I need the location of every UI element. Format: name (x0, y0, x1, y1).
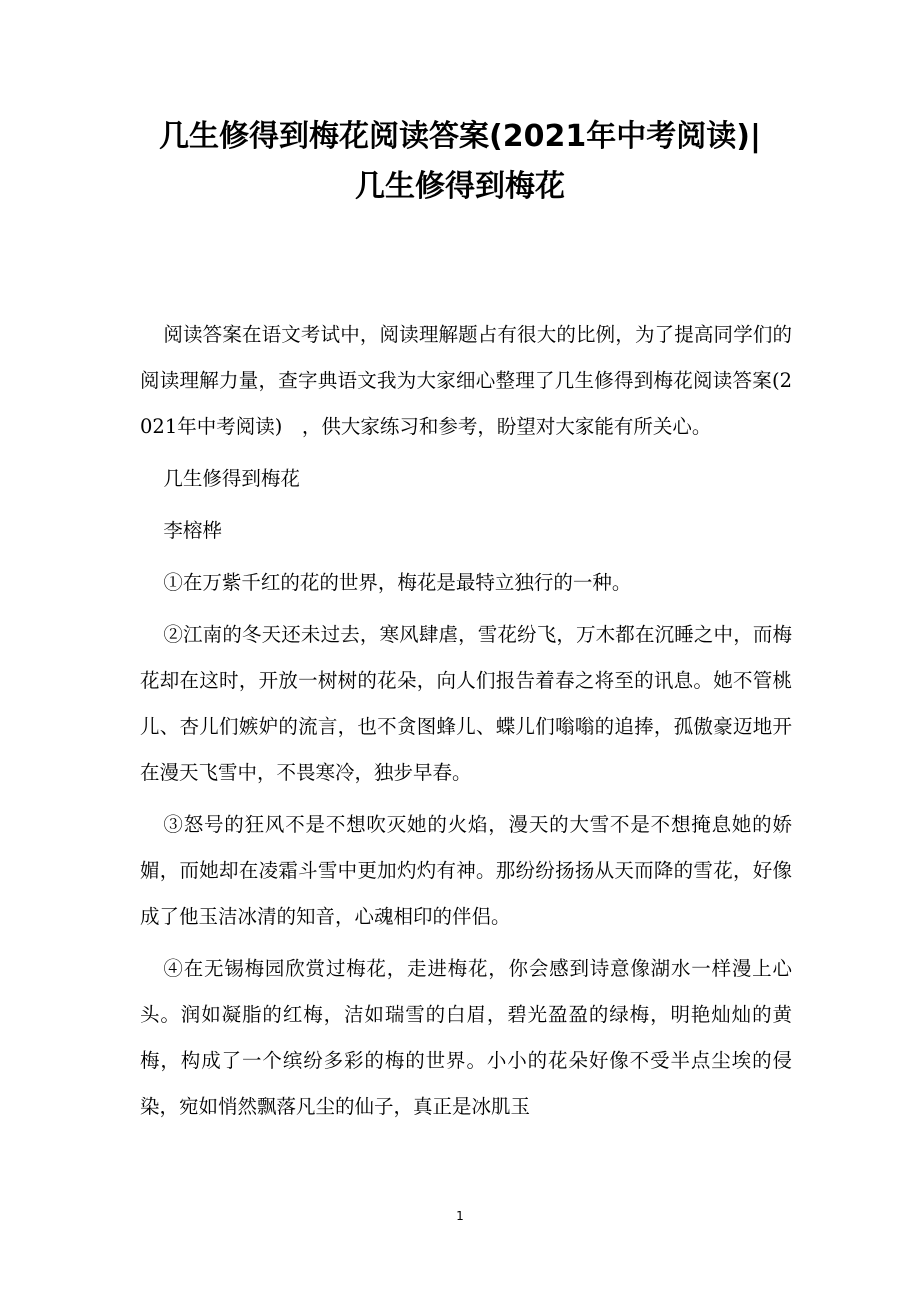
page-title (100, 112, 820, 212)
document-body (140, 312, 792, 1130)
title-line-2: 几生修得到梅花 (355, 169, 565, 204)
paragraph-2: ②江南的冬天还未过去，寒风肆虐，雪花纷飞，万木都在沉睡之中，而梅花却在这时，开放一树树的花朵，向人们报告着春之将至的讯息。她不管桃儿、杏儿们嫉妒的流言，也不贪图蜂儿、蝶儿们嗡嗡的追捧，孤傲豪迈地开在漫天飞雪中，不畏寒冷，独步早春。 (140, 623, 792, 784)
paragraph-1: ①在万紫千红的花的世界，梅花是最特立独行的一种。 (163, 571, 632, 594)
paragraph-4: ④在无锡梅园欣赏过梅花，走进梅花，你会感到诗意像湖水一样漫上心头。润如凝脂的红梅，洁如瑞雪的白眉，碧光盈盈的绿梅，明艳灿灿的黄梅，构成了一个缤纷多彩的梅的世界。小小的花朵好像不受半点尘埃的侵染，宛如悄然飘落凡尘的仙子，真正是冰肌玉 (140, 957, 792, 1118)
page-number: 1 (456, 1209, 464, 1223)
title-line-1: 几生修得到梅花阅读答案(2021年中考阅读)| (159, 119, 761, 154)
paragraph-3: ③怒号的狂风不是不想吹灭她的火焰，漫天的大雪不是不想掩息她的娇媚，而她却在凌霜斗雪中更加灼灼有神。那纷纷扬扬从天而降的雪花，好像成了他玉洁冰清的知音，心魂相印的伴侣。 (140, 813, 792, 928)
intro-paragraph: 阅读答案在语文考试中，阅读理解题占有很大的比例，为了提高同学们的阅读理解力量，查字典语文我为大家细心整理了几生修得到梅花阅读答案(2021年中考阅读) ，供大家练习和参考，盼望对大家能有所关心。 (140, 323, 792, 438)
article-title-paragraph: 几生修得到梅花 (163, 467, 300, 490)
author-paragraph: 李榕桦 (163, 519, 222, 542)
